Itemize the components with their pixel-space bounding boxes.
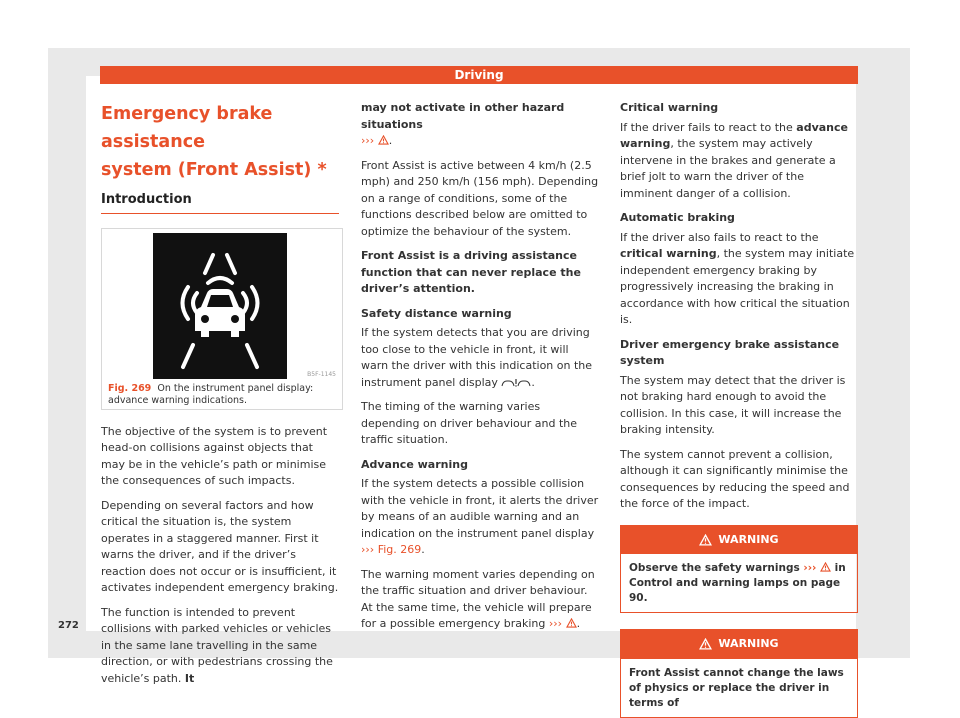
warning-timing-paragraph: The timing of the warning varies depending on driver behaviour and the traffic situation. [361,400,578,446]
intro-paragraph-1: The objective of the system is to prevent head-on collisions against objects that may be in the vehicle’s path or minimise the consequences of such impacts. [101,424,328,487]
page-title-line-2: system (Front Assist) * [101,160,327,180]
driver-attention-note: Front Assist is a driving assistance function that can never replace the driver’s attention. [361,249,581,295]
critical-warning-text-post: , the system may actively intervene in the brakes and generate a brief jolt to warn the driver of the imminent danger of a collision. [620,137,836,200]
warning-box-2-body: Front Assist cannot change the laws of physics or replace the driver in terms of [629,666,844,709]
section-header: Driving [100,66,858,84]
figure-caption-text: On the instrument panel display: advance warning indications. [108,382,314,406]
safety-distance-paragraph: If the system detects that you are driving too close to the vehicle in front, it will warn the driver with this indication on the instrument panel display . [361,326,593,389]
warning-box-2-header [621,630,857,659]
figure-code: B5F-1145 [307,370,336,378]
intro-paragraph-3-text: The function is intended to prevent collisions with parked vehicles or vehicles in the same lane travelling in the same direction, or with pedestrians crossing the vehicle’s path. [101,605,333,685]
automatic-braking-text-post: , the system may initiate independent emergency braking by progressively increasing the braking in accordance with how critical the situation is. [620,247,855,326]
warning-box-2 [620,629,858,718]
warning-box-1 [620,525,858,614]
warning-box-1-text-post: in Control and warning lamps on page 90. [629,562,846,604]
automatic-braking-text-pre: If the driver also fails to react to the [620,230,819,244]
warning-moment-paragraph: The warning moment varies depending on the traffic situation and driver behaviour. At the same time, the vehicle will prepare for a possible emergency braking ››› . [361,567,595,630]
speed-range-paragraph: Front Assist is active between 4 km/h (2.5 mph) and 250 km/h (156 mph). Depending on a range of conditions, some of the functions described below are omitted to optimize the behaviour of the system. [361,158,599,238]
figure-caption [108,383,336,407]
intro-paragraph-3 [101,605,339,688]
driver-emergency-paragraph-2: The system cannot prevent a collision, although it can significantly minimise the consequences by reducing the speed and the force of the impact. [620,447,850,510]
braking-cross-reference-arrows[interactable]: ››› [548,617,563,630]
column-2 [361,100,599,641]
critical-warning-heading: Critical warning [620,101,719,114]
figure-269 [101,228,343,410]
warning-box-1-body [621,554,857,612]
warning-box-1-arrows[interactable]: ››› [803,562,817,574]
warning-triangle-icon[interactable] [566,618,577,628]
driver-emergency-paragraph-1: The system may detect that the driver is not braking hard enough to avoid the collision. In this case, it will increase the braking intensity. [620,373,846,436]
intro-paragraph-3-bold: It [184,671,195,685]
automatic-braking-paragraph [620,230,858,329]
critical-warning-text-pre: If the driver fails to react to the [620,120,793,134]
advance-warning-heading: Advance warning [361,457,468,471]
distance-warning-icon [501,378,531,388]
page-number: 272 [58,620,79,631]
page-title-line-1: Emergency brake assistance [101,104,273,152]
automatic-braking-bold: critical warning [620,247,717,260]
critical-warning-bold: advance warning [620,120,848,150]
driver-emergency-heading: Driver emergency brake assistance system [620,337,840,367]
warning-box-1-title: WARNING [718,532,779,546]
section-subtitle: Introduction [101,192,339,214]
column-1 [101,100,339,695]
warning-moment-text: The warning moment varies depending on the traffic situation and driver behaviour. At the same time, the vehicle will prepare for a possible emergency braking [361,567,595,630]
cross-reference-arrows[interactable]: ››› [361,134,375,147]
safety-distance-text: If the system detects that you are driving too close to the vehicle in front, it will warn the driver with this indication on the instrument panel display [361,326,593,389]
advance-warning-paragraph: If the system detects a possible collision with the vehicle in front, it alerts the driver by means of an audible warning and an indication on the instrument panel display ››› Fig. 269. [361,477,599,556]
warning-box-1-header [621,526,857,555]
figure-269-link[interactable]: Fig. 269 [377,543,422,556]
continued-bold-text: may not activate in other hazard situations ››› . [361,101,565,147]
figure-link-arrows[interactable]: ››› [361,543,375,556]
warning-triangle-icon [699,638,712,650]
safety-distance-heading: Safety distance warning [361,306,512,320]
critical-warning-paragraph [620,120,858,203]
front-assist-warning-icon [153,233,287,379]
warning-box-2-title: WARNING [718,637,779,650]
intro-paragraph-2: Depending on several factors and how critical the situation is, the system operates in a staggered manner. First it warns the driver, and if the driver’s reaction does not occur or is insufficient, it activates independent emergency braking. [101,498,339,594]
warning-triangle-icon[interactable] [820,562,831,572]
continued-bold: may not activate in other hazard situations [361,101,565,131]
warning-box-1-text-pre: Observe the safety warnings [629,562,800,574]
warning-triangle-icon [699,534,712,546]
warning-triangle-icon[interactable] [378,135,389,145]
automatic-braking-heading: Automatic braking [620,211,735,224]
column-3 [620,100,858,718]
advance-warning-text: If the system detects a possible collision with the vehicle in front, it alerts the driver by means of an audible warning and an indication on the instrument panel display [361,477,599,540]
instrument-display-image [153,233,287,379]
figure-label: Fig. 269 [108,382,152,394]
